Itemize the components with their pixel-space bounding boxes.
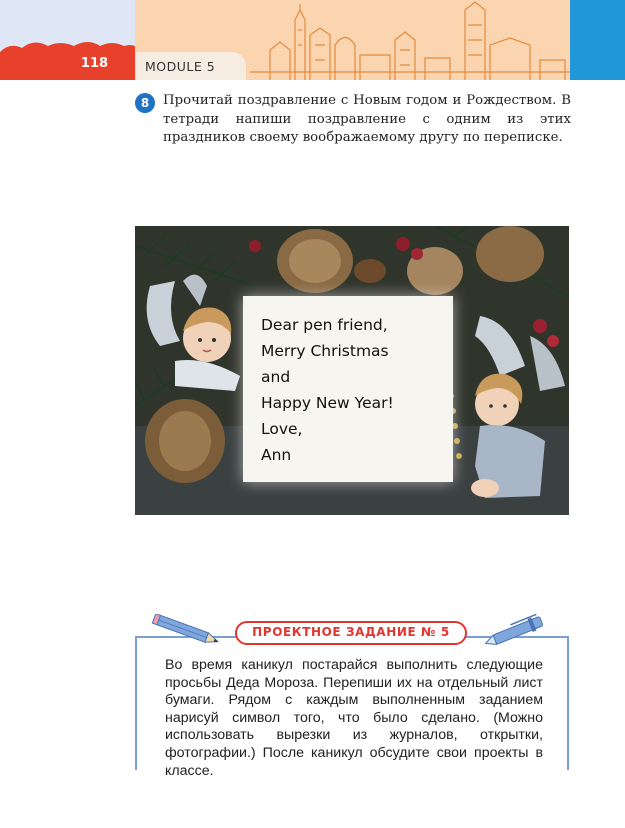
city-skyline-illustration bbox=[250, 0, 570, 80]
card-line: and bbox=[261, 368, 291, 386]
project-text: Во время каникул постарайся выполнить следующие просьбы Деда Мороза. Перепиши их на отдельный лист бумаги. Рядом с каждым выполненным заданием нарисуй символ того, что было сделано. (Можно использовать вырезки из журналов, открытки, фотографии.) После каникул обсудите свои проекты в классе. bbox=[165, 657, 543, 779]
pen-icon bbox=[483, 614, 555, 646]
task-instruction: Прочитай поздравление с Новым годом и Рождеством. В тетради напиши поздравление с одним из этих праздников своему воображаемому другу по переписке. bbox=[163, 93, 571, 145]
module-label: MODULE 5 bbox=[136, 52, 246, 80]
header-blue-tab bbox=[570, 0, 625, 80]
project-title: ПРОЕКТНОЕ ЗАДАНИЕ № 5 bbox=[235, 621, 467, 645]
card-line: Love, bbox=[261, 420, 303, 438]
task-number-badge: 8 bbox=[135, 93, 155, 113]
card-line: Merry Christmas bbox=[261, 342, 389, 360]
card-line: Ann bbox=[261, 446, 292, 464]
greeting-card bbox=[243, 296, 453, 482]
card-line: Happy New Year! bbox=[261, 394, 394, 412]
christmas-card-photo bbox=[135, 226, 569, 515]
pencil-icon bbox=[150, 614, 222, 646]
page-header bbox=[0, 0, 625, 80]
page-number: 118 bbox=[80, 56, 109, 71]
card-line: Dear pen friend, bbox=[261, 316, 388, 334]
